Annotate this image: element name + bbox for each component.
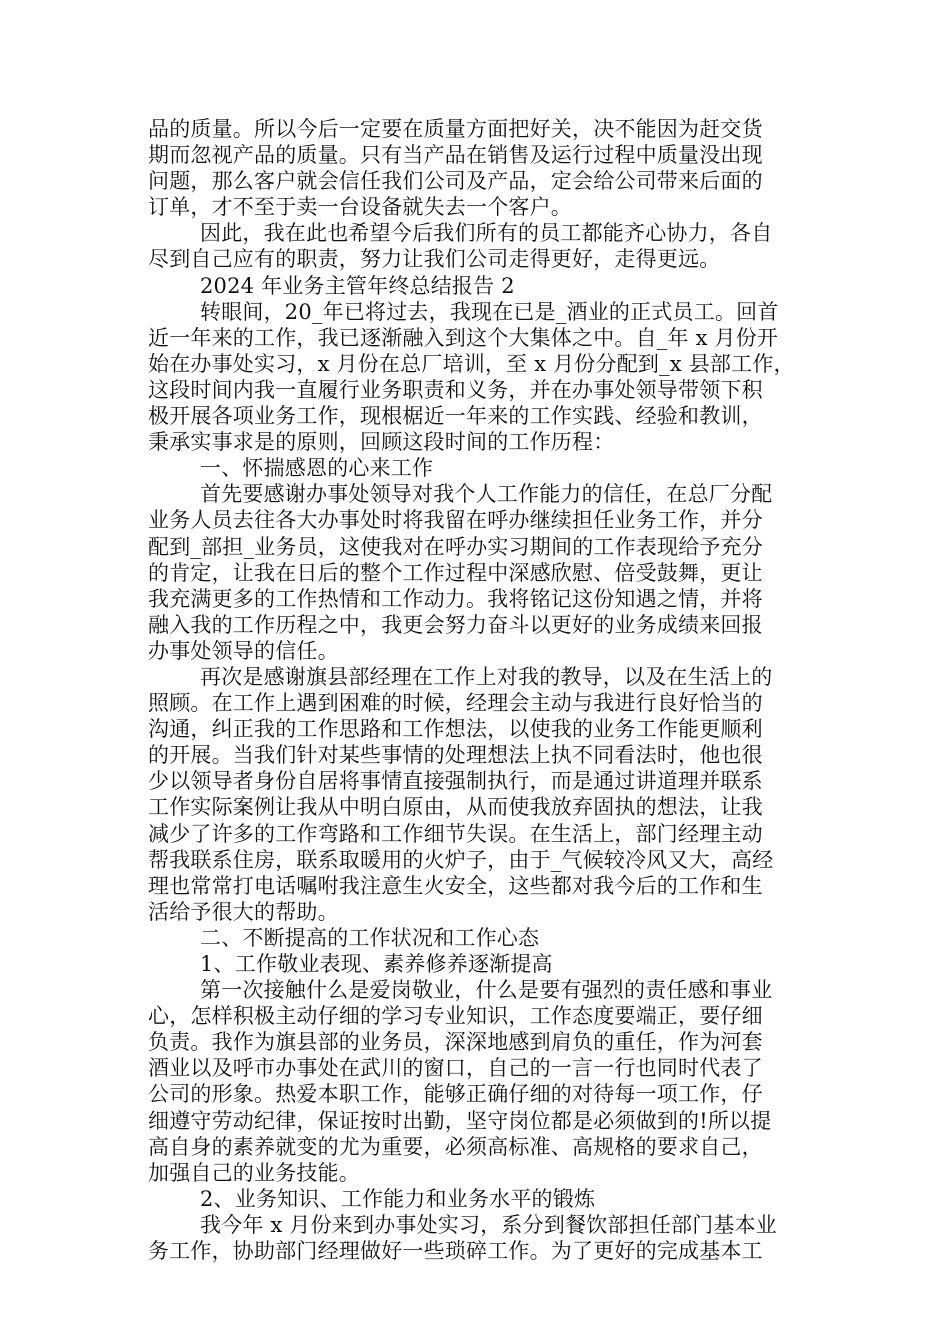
document-line: 二、不断提高的工作状况和工作心态 bbox=[200, 925, 540, 950]
document-line: 加强自己的业务技能。 bbox=[148, 1160, 360, 1185]
document-line: 业务人员去往各大办事处时将我留在呼办继续担任业务工作，并分 bbox=[148, 508, 763, 533]
document-line: 期而忽视产品的质量。只有当产品在销售及运行过程中质量没出现 bbox=[148, 143, 763, 168]
document-line: 办事处领导的信任。 bbox=[148, 638, 339, 663]
document-line: 配到_部担_业务员，这使我对在呼办实习期间的工作表现给予充分 bbox=[148, 534, 763, 559]
document-line: 再次是感谢旗县部经理在工作上对我的教导，以及在生活上的 bbox=[200, 664, 773, 689]
document-line: 品的质量。所以今后一定要在质量方面把好关，决不能因为赶交货 bbox=[148, 117, 763, 141]
document-line: 我今年 x 月份来到办事处实习，系分到餐饮部担任部门基本业 bbox=[200, 1212, 777, 1237]
document-line: 我充满更多的工作热情和工作动力。我将铭记这份知遇之情，并将 bbox=[148, 586, 763, 611]
document-line: 这段时间内我一直履行业务职责和义务，并在办事处领导带领下积 bbox=[148, 377, 763, 402]
document-line: 公司的形象。热爱本职工作，能够正确仔细的对待每一项工作，仔 bbox=[148, 1082, 763, 1107]
document-line: 问题，那么客户就会信任我们公司及产品，定会给公司带来后面的 bbox=[148, 169, 763, 194]
document-line: 的肯定，让我在日后的整个工作过程中深感欣慰、倍受鼓舞，更让 bbox=[148, 560, 763, 585]
document-body-text bbox=[148, 116, 808, 1264]
document-line: 少以领导者身份自居将事情直接强制执行，而是通过讲道理并联系 bbox=[148, 769, 763, 794]
document-line: 高自身的素养就变的尤为重要，必须高标准、高规格的要求自己， bbox=[148, 1134, 763, 1159]
document-line: 帮我联系住房，联系取暖用的火炉子，由于_气候较冷风又大，高经 bbox=[148, 847, 774, 872]
document-line: 务工作，协助部门经理做好一些琐碎工作。为了更好的完成基本工 bbox=[148, 1239, 763, 1264]
document-line: 负责。我作为旗县部的业务员，深深地感到肩负的重任，作为河套 bbox=[148, 1030, 763, 1055]
document-line: 的开展。当我们针对某些事情的处理想法上执不同看法时，他也很 bbox=[148, 743, 763, 768]
document-line: 尽到自己应有的职责，努力让我们公司走得更好，走得更远。 bbox=[148, 247, 721, 272]
document-line: 因此，我在此也希望今后我们所有的员工都能齐心协力，各自 bbox=[200, 221, 773, 246]
document-line: 转眼间，20_年已将过去，我现在已是_酒业的正式员工。回首 bbox=[200, 299, 779, 324]
document-line: 始在办事处实习，x 月份在总厂培训，至 x 月份分配到_x 县部工作， bbox=[148, 351, 795, 376]
document-line: 理也常常打电话嘱咐我注意生火安全，这些都对我今后的工作和生 bbox=[148, 873, 763, 898]
document-line: 第一次接触什么是爱岗敬业，什么是要有强烈的责任感和事业 bbox=[200, 978, 773, 1003]
document-line: 秉承实事求是的原则，回顾这段时间的工作历程： bbox=[148, 430, 615, 455]
document-line: 沟通，纠正我的工作思路和工作想法，以使我的业务工作能更顺利 bbox=[148, 717, 763, 742]
document-line: 照顾。在工作上遇到困难的时候，经理会主动与我进行良好恰当的 bbox=[148, 691, 763, 716]
document-line: 一、怀揣感恩的心来工作 bbox=[200, 456, 434, 481]
document-line: 2、业务知识、工作能力和业务水平的锻炼 bbox=[200, 1186, 596, 1211]
document-line: 活给予很大的帮助。 bbox=[148, 899, 339, 924]
document-line: 细遵守劳动纪律，保证按时出勤，坚守岗位都是必须做到的!所以提 bbox=[148, 1108, 772, 1133]
document-line: 2024 年业务主管年终总结报告 2 bbox=[200, 273, 515, 298]
document-line: 酒业以及呼市办事处在武川的窗口，自己的一言一行也同时代表了 bbox=[148, 1056, 763, 1081]
document-line: 融入我的工作历程之中，我更会努力奋斗以更好的业务成绩来回报 bbox=[148, 612, 763, 637]
document-line: 订单，才不至于卖一台设备就失去一个客户。 bbox=[148, 195, 572, 220]
document-line: 工作实际案例让我从中明白原由，从而使我放弃固执的想法，让我 bbox=[148, 795, 763, 820]
document-line: 近一年来的工作，我已逐渐融入到这个大集体之中。自_年 x 月份开 bbox=[148, 325, 779, 350]
document-line: 减少了许多的工作弯路和工作细节失误。在生活上，部门经理主动 bbox=[148, 821, 763, 846]
document-line: 1、工作敬业表现、素养修养逐渐提高 bbox=[200, 952, 553, 976]
document-line: 极开展各项业务工作，现根椐近一年来的工作实践、经验和教训， bbox=[148, 404, 763, 429]
document-line: 首先要感谢办事处领导对我个人工作能力的信任，在总厂分配 bbox=[200, 482, 773, 507]
document-line: 心，怎样积极主动仔细的学习专业知识，工作态度要端正，要仔细 bbox=[148, 1004, 763, 1029]
